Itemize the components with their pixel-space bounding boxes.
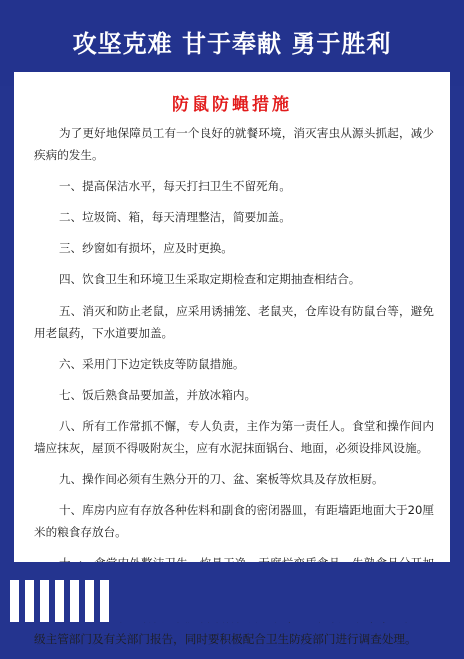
notice-item: 三、纱窗如有损坏，应及时更换。 [58, 241, 233, 256]
notice-item: 七、饭后熟食品要加盖，并放冰箱内。 [58, 387, 257, 402]
notice-title: 防鼠防蝇措施 [172, 95, 292, 115]
notice-item: 六、采用门下边定铁皮等防鼠措施。 [58, 356, 245, 371]
stripe [55, 580, 64, 622]
stripe [100, 580, 109, 622]
notice-item: 级主管部门及有关部门报告，同时要积极配合卫生防疫部门进行调查处理。 [34, 631, 417, 646]
notice-item: 九、操作间必须有生熟分开的刀、盆、案板等炊具及存放柜厨。 [58, 472, 384, 487]
intro-paragraph: 为了更好地保障员工有一个良好的就餐环境，消灭害虫从源头抓起，减少疾病的发生。 [34, 126, 434, 163]
notice-item: 二、垃圾筒、箱，每天清理整洁，简要加盖。 [58, 210, 291, 225]
stripe [10, 580, 19, 622]
stripe [85, 580, 94, 622]
stripe [25, 580, 34, 622]
slogan-banner: 攻坚克难 甘于奉献 勇于胜利 [0, 0, 464, 86]
notice-item: 一、提高保洁水平，每天打扫卫生不留死角。 [58, 179, 291, 194]
notice-item: 八、所有工作常抓不懈，专人负责，主作为第一责任人。食堂和操作间内墙应抹灰，屋顶不得吸附灰尘，应有水泥抹面锅台、地面，必须设排风设施。 [34, 418, 434, 456]
notice-item: 五、消灭和防止老鼠，应采用诱捕笼、老鼠夹，仓库设有防鼠台等，避免用老鼠药，下水道要加盖。 [34, 303, 434, 340]
decorative-stripes [10, 580, 109, 622]
stripe [70, 580, 79, 622]
notice-item: 四、饮食卫生和环境卫生采取定期检查和定期抽查相结合。 [58, 272, 361, 287]
notice-item: 十、库房内应有存放各种佐料和副食的密闭器皿，有距墙距地面大于20厘米的粮食存放台。 [34, 503, 434, 540]
notice-panel [14, 72, 450, 646]
stripe [40, 580, 49, 622]
